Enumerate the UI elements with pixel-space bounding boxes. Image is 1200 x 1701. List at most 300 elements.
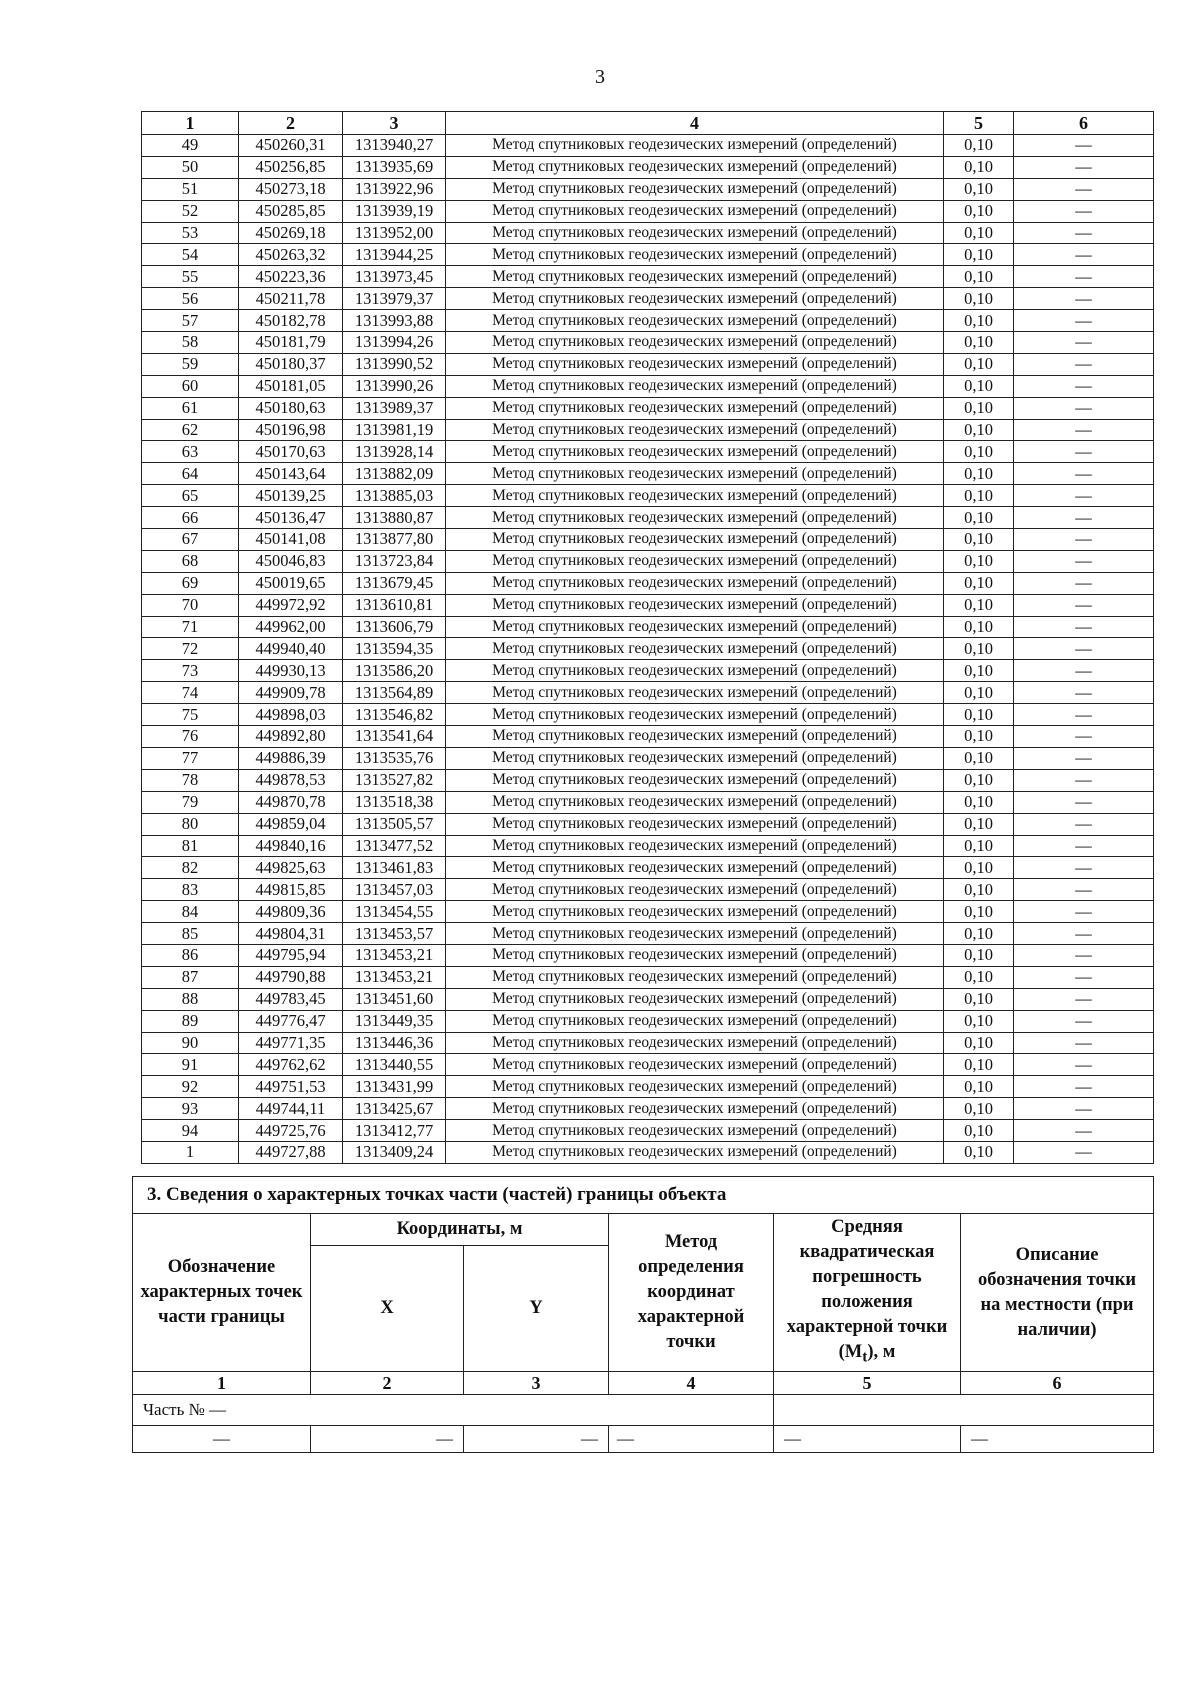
- method: Метод спутниковых геодезических измерений (определений): [446, 288, 944, 310]
- description: —: [1014, 135, 1154, 157]
- description: —: [1014, 288, 1154, 310]
- coord-y: 1313994,26: [343, 332, 446, 354]
- coord-x: 449886,39: [239, 747, 343, 769]
- table-row: [142, 178, 1154, 200]
- coord-x: 449804,31: [239, 923, 343, 945]
- coord-y: 1313979,37: [343, 288, 446, 310]
- table-row: [142, 550, 1154, 572]
- method: Метод спутниковых геодезических измерений (определений): [446, 901, 944, 923]
- accuracy: 0,10: [944, 1141, 1014, 1163]
- point-number: 57: [142, 310, 239, 332]
- table-row: [142, 988, 1154, 1010]
- coord-y: 1313440,55: [343, 1054, 446, 1076]
- header-accuracy-text: Средняя квадратическая погрешность положения характерной точки (M: [786, 1217, 948, 1363]
- description: —: [1014, 200, 1154, 222]
- coord-y: 1313461,83: [343, 857, 446, 879]
- point-number: 49: [142, 135, 239, 157]
- accuracy: 0,10: [944, 660, 1014, 682]
- description: —: [1014, 485, 1154, 507]
- method: Метод спутниковых геодезических измерений (определений): [446, 332, 944, 354]
- point-number: 61: [142, 397, 239, 419]
- accuracy: 0,10: [944, 747, 1014, 769]
- description: —: [1014, 726, 1154, 748]
- method: Метод спутниковых геодезических измерений (определений): [446, 835, 944, 857]
- point-number: 67: [142, 529, 239, 551]
- method: Метод спутниковых геодезических измерений (определений): [446, 769, 944, 791]
- description: —: [1014, 463, 1154, 485]
- method: Метод спутниковых геодезических измерений (определений): [446, 923, 944, 945]
- point-number: 54: [142, 244, 239, 266]
- coord-y: 1313586,20: [343, 660, 446, 682]
- coord-y: 1313922,96: [343, 178, 446, 200]
- table-row: [142, 463, 1154, 485]
- table-row: [142, 944, 1154, 966]
- method: Метод спутниковых геодезических измерений (определений): [446, 572, 944, 594]
- table-row: [142, 791, 1154, 813]
- accuracy: 0,10: [944, 1076, 1014, 1098]
- description: —: [1014, 879, 1154, 901]
- coord-x: 449771,35: [239, 1032, 343, 1054]
- method: Метод спутниковых геодезических измерений (определений): [446, 178, 944, 200]
- table-row: [142, 1032, 1154, 1054]
- coord-y: 1313606,79: [343, 616, 446, 638]
- description: —: [1014, 944, 1154, 966]
- table-row: [142, 594, 1154, 616]
- coord-x: 449790,88: [239, 966, 343, 988]
- method: Метод спутниковых геодезических измерений (определений): [446, 747, 944, 769]
- point-number: 62: [142, 419, 239, 441]
- method: Метод спутниковых геодезических измерений (определений): [446, 375, 944, 397]
- coord-y: 1313990,52: [343, 353, 446, 375]
- coord-x: 449751,53: [239, 1076, 343, 1098]
- description: —: [1014, 660, 1154, 682]
- description: —: [1014, 1120, 1154, 1142]
- description: —: [1014, 507, 1154, 529]
- coord-y: 1313546,82: [343, 704, 446, 726]
- coord-y: 1313940,27: [343, 135, 446, 157]
- description: —: [1014, 375, 1154, 397]
- method: Метод спутниковых геодезических измерений (определений): [446, 1098, 944, 1120]
- method: Метод спутниковых геодезических измерений (определений): [446, 353, 944, 375]
- method: Метод спутниковых геодезических измерений (определений): [446, 988, 944, 1010]
- accuracy: 0,10: [944, 966, 1014, 988]
- method: Метод спутниковых геодезических измерений (определений): [446, 704, 944, 726]
- header-col-2: 2: [239, 112, 343, 135]
- table-row: [142, 156, 1154, 178]
- point-number: 72: [142, 638, 239, 660]
- page-number: 3: [595, 66, 605, 88]
- point-number: 77: [142, 747, 239, 769]
- coord-x: 450181,05: [239, 375, 343, 397]
- coord-y: 1313518,38: [343, 791, 446, 813]
- description: —: [1014, 769, 1154, 791]
- coord-y: 1313935,69: [343, 156, 446, 178]
- table-row: [142, 901, 1154, 923]
- method: Метод спутниковых геодезических измерений (определений): [446, 266, 944, 288]
- coord-y: 1313453,21: [343, 966, 446, 988]
- coord-y: 1313952,00: [343, 222, 446, 244]
- description: —: [1014, 791, 1154, 813]
- header-coordinates: Координаты, м: [311, 1214, 609, 1246]
- accuracy: 0,10: [944, 310, 1014, 332]
- coord-y: 1313451,60: [343, 988, 446, 1010]
- method: Метод спутниковых геодезических измерений (определений): [446, 944, 944, 966]
- point-number: 91: [142, 1054, 239, 1076]
- coord-x: 450046,83: [239, 550, 343, 572]
- table-row: [142, 726, 1154, 748]
- method: Метод спутниковых геодезических измерений (определений): [446, 419, 944, 441]
- point-number: 84: [142, 901, 239, 923]
- point-number: 89: [142, 1010, 239, 1032]
- table-row: [142, 507, 1154, 529]
- accuracy: 0,10: [944, 769, 1014, 791]
- coord-x: 450256,85: [239, 156, 343, 178]
- coord-x: 450141,08: [239, 529, 343, 551]
- coord-x: 449962,00: [239, 616, 343, 638]
- table-row: [142, 1120, 1154, 1142]
- table-row: [142, 222, 1154, 244]
- method: Метод спутниковых геодезических измерений (определений): [446, 529, 944, 551]
- coord-x: 450285,85: [239, 200, 343, 222]
- point-number: 82: [142, 857, 239, 879]
- dash-cell-6: —: [961, 1426, 1154, 1453]
- table-row: [142, 135, 1154, 157]
- description: —: [1014, 1098, 1154, 1120]
- description: —: [1014, 529, 1154, 551]
- table-row: [142, 769, 1154, 791]
- coord-x: 450170,63: [239, 441, 343, 463]
- point-number: 55: [142, 266, 239, 288]
- coord-y: 1313981,19: [343, 419, 446, 441]
- accuracy: 0,10: [944, 704, 1014, 726]
- coord-y: 1313989,37: [343, 397, 446, 419]
- coord-y: 1313928,14: [343, 441, 446, 463]
- coord-y: 1313527,82: [343, 769, 446, 791]
- coord-y: 1313610,81: [343, 594, 446, 616]
- table-row: [142, 813, 1154, 835]
- accuracy: 0,10: [944, 463, 1014, 485]
- dash-cell-3: —: [464, 1426, 609, 1453]
- accuracy: 0,10: [944, 726, 1014, 748]
- point-number: 69: [142, 572, 239, 594]
- accuracy: 0,10: [944, 135, 1014, 157]
- method: Метод спутниковых геодезических измерений (определений): [446, 791, 944, 813]
- number-col-6: 6: [961, 1372, 1154, 1395]
- table-row: [142, 1098, 1154, 1120]
- coord-y: 1313453,21: [343, 944, 446, 966]
- accuracy: 0,10: [944, 178, 1014, 200]
- table-row: [142, 616, 1154, 638]
- accuracy: 0,10: [944, 1032, 1014, 1054]
- method: Метод спутниковых геодезических измерений (определений): [446, 682, 944, 704]
- method: Метод спутниковых геодезических измерений (определений): [446, 1076, 944, 1098]
- dash-cell-1: —: [133, 1426, 311, 1453]
- point-number: 56: [142, 288, 239, 310]
- accuracy: 0,10: [944, 682, 1014, 704]
- header-col-1: 1: [142, 112, 239, 135]
- header-description: Описание обозначения точки на местности (при наличии): [961, 1214, 1154, 1372]
- coord-x: 449859,04: [239, 813, 343, 835]
- header-col-5: 5: [944, 112, 1014, 135]
- point-number: 60: [142, 375, 239, 397]
- table-row: [142, 485, 1154, 507]
- table-row: [142, 747, 1154, 769]
- coord-y: 1313505,57: [343, 813, 446, 835]
- point-number: 1: [142, 1141, 239, 1163]
- point-number: 78: [142, 769, 239, 791]
- point-number: 52: [142, 200, 239, 222]
- coord-y: 1313882,09: [343, 463, 446, 485]
- accuracy: 0,10: [944, 616, 1014, 638]
- coord-x: 449783,45: [239, 988, 343, 1010]
- point-number: 66: [142, 507, 239, 529]
- point-number: 74: [142, 682, 239, 704]
- method: Метод спутниковых геодезических измерений (определений): [446, 200, 944, 222]
- description: —: [1014, 266, 1154, 288]
- table-row: [142, 332, 1154, 354]
- point-number: 80: [142, 813, 239, 835]
- point-number: 73: [142, 660, 239, 682]
- coord-x: 450143,64: [239, 463, 343, 485]
- description: —: [1014, 1010, 1154, 1032]
- method: Метод спутниковых геодезических измерений (определений): [446, 879, 944, 901]
- description: —: [1014, 966, 1154, 988]
- description: —: [1014, 310, 1154, 332]
- description: —: [1014, 156, 1154, 178]
- coord-x: 450273,18: [239, 178, 343, 200]
- coord-x: 450181,79: [239, 332, 343, 354]
- coord-x: 449744,11: [239, 1098, 343, 1120]
- description: —: [1014, 419, 1154, 441]
- method: Метод спутниковых геодезических измерений (определений): [446, 1120, 944, 1142]
- description: —: [1014, 572, 1154, 594]
- method: Метод спутниковых геодезических измерений (определений): [446, 463, 944, 485]
- table-row: [142, 200, 1154, 222]
- coord-y: 1313885,03: [343, 485, 446, 507]
- table-body: [142, 135, 1154, 1164]
- accuracy: 0,10: [944, 288, 1014, 310]
- accuracy: 0,10: [944, 857, 1014, 879]
- table-row: [142, 310, 1154, 332]
- coord-y: 1313457,03: [343, 879, 446, 901]
- accuracy: 0,10: [944, 988, 1014, 1010]
- description: —: [1014, 1054, 1154, 1076]
- accuracy: 0,10: [944, 419, 1014, 441]
- accuracy: 0,10: [944, 594, 1014, 616]
- accuracy: 0,10: [944, 923, 1014, 945]
- point-number: 68: [142, 550, 239, 572]
- method: Метод спутниковых геодезических измерений (определений): [446, 857, 944, 879]
- accuracy: 0,10: [944, 879, 1014, 901]
- description: —: [1014, 813, 1154, 835]
- description: —: [1014, 397, 1154, 419]
- header-x: X: [311, 1246, 464, 1372]
- method: Метод спутниковых геодезических измерений (определений): [446, 1032, 944, 1054]
- coord-y: 1313431,99: [343, 1076, 446, 1098]
- header-accuracy-unit: ), м: [867, 1342, 896, 1363]
- coord-x: 450180,63: [239, 397, 343, 419]
- description: —: [1014, 988, 1154, 1010]
- coord-x: 449776,47: [239, 1010, 343, 1032]
- method: Метод спутниковых геодезических измерений (определений): [446, 726, 944, 748]
- coord-y: 1313564,89: [343, 682, 446, 704]
- method: Метод спутниковых геодезических измерений (определений): [446, 660, 944, 682]
- description: —: [1014, 923, 1154, 945]
- coord-x: 449898,03: [239, 704, 343, 726]
- coord-y: 1313453,57: [343, 923, 446, 945]
- table-row: [142, 660, 1154, 682]
- description: —: [1014, 1032, 1154, 1054]
- coord-x: 449809,36: [239, 901, 343, 923]
- accuracy: 0,10: [944, 901, 1014, 923]
- coord-y: 1313412,77: [343, 1120, 446, 1142]
- point-number: 81: [142, 835, 239, 857]
- accuracy: 0,10: [944, 813, 1014, 835]
- coord-y: 1313541,64: [343, 726, 446, 748]
- description: —: [1014, 1076, 1154, 1098]
- coord-y: 1313477,52: [343, 835, 446, 857]
- coord-x: 450263,32: [239, 244, 343, 266]
- accuracy: 0,10: [944, 353, 1014, 375]
- coord-y: 1313454,55: [343, 901, 446, 923]
- header-col-3: 3: [343, 112, 446, 135]
- accuracy: 0,10: [944, 1098, 1014, 1120]
- coord-x: 450223,36: [239, 266, 343, 288]
- description: —: [1014, 857, 1154, 879]
- table-row: [142, 244, 1154, 266]
- dash-cell-5: —: [774, 1426, 961, 1453]
- table-row: [142, 835, 1154, 857]
- header-col-4: 4: [446, 112, 944, 135]
- method: Метод спутниковых геодезических измерений (определений): [446, 397, 944, 419]
- description: —: [1014, 332, 1154, 354]
- number-col-2: 2: [311, 1372, 464, 1395]
- table-row: [142, 441, 1154, 463]
- accuracy: 0,10: [944, 222, 1014, 244]
- coord-y: 1313409,24: [343, 1141, 446, 1163]
- accuracy: 0,10: [944, 529, 1014, 551]
- coord-x: 449762,62: [239, 1054, 343, 1076]
- method: Метод спутниковых геодезических измерений (определений): [446, 156, 944, 178]
- point-number: 79: [142, 791, 239, 813]
- number-col-4: 4: [609, 1372, 774, 1395]
- coord-x: 450260,31: [239, 135, 343, 157]
- accuracy: 0,10: [944, 638, 1014, 660]
- accuracy: 0,10: [944, 156, 1014, 178]
- point-number: 65: [142, 485, 239, 507]
- description: —: [1014, 550, 1154, 572]
- point-number: 50: [142, 156, 239, 178]
- coord-x: 449825,63: [239, 857, 343, 879]
- table-row: [142, 419, 1154, 441]
- header-y: Y: [464, 1246, 609, 1372]
- point-number: 63: [142, 441, 239, 463]
- method: Метод спутниковых геодезических измерений (определений): [446, 594, 944, 616]
- coord-y: 1313535,76: [343, 747, 446, 769]
- table-row: [142, 923, 1154, 945]
- coord-y: 1313449,35: [343, 1010, 446, 1032]
- point-number: 53: [142, 222, 239, 244]
- accuracy: 0,10: [944, 441, 1014, 463]
- table-row: [142, 1010, 1154, 1032]
- coord-x: 449972,92: [239, 594, 343, 616]
- coord-x: 449909,78: [239, 682, 343, 704]
- method: Метод спутниковых геодезических измерений (определений): [446, 616, 944, 638]
- coord-y: 1313877,80: [343, 529, 446, 551]
- coord-x: 449878,53: [239, 769, 343, 791]
- coord-y: 1313990,26: [343, 375, 446, 397]
- header-accuracy: [774, 1214, 961, 1372]
- method: Метод спутниковых геодезических измерений (определений): [446, 222, 944, 244]
- method: Метод спутниковых геодезических измерений (определений): [446, 507, 944, 529]
- accuracy: 0,10: [944, 507, 1014, 529]
- coord-x: 450182,78: [239, 310, 343, 332]
- accuracy: 0,10: [944, 944, 1014, 966]
- description: —: [1014, 222, 1154, 244]
- coord-x: 450180,37: [239, 353, 343, 375]
- coord-y: 1313425,67: [343, 1098, 446, 1120]
- method: Метод спутниковых геодезических измерений (определений): [446, 1141, 944, 1163]
- accuracy: 0,10: [944, 550, 1014, 572]
- point-number: 64: [142, 463, 239, 485]
- point-number: 94: [142, 1120, 239, 1142]
- accuracy: 0,10: [944, 200, 1014, 222]
- number-col-1: 1: [133, 1372, 311, 1395]
- table-row: [142, 529, 1154, 551]
- coord-x: 449727,88: [239, 1141, 343, 1163]
- coord-x: 449940,40: [239, 638, 343, 660]
- table-row: [142, 397, 1154, 419]
- point-number: 51: [142, 178, 239, 200]
- point-number: 59: [142, 353, 239, 375]
- coord-x: 450269,18: [239, 222, 343, 244]
- method: Метод спутниковых геодезических измерений (определений): [446, 813, 944, 835]
- table-row: [142, 1054, 1154, 1076]
- accuracy: 0,10: [944, 835, 1014, 857]
- coord-y: 1313446,36: [343, 1032, 446, 1054]
- coord-x: 450139,25: [239, 485, 343, 507]
- table-row: [142, 879, 1154, 901]
- part-label-empty: [774, 1395, 1154, 1426]
- accuracy: 0,10: [944, 791, 1014, 813]
- table-row: [142, 966, 1154, 988]
- method: Метод спутниковых геодезических измерений (определений): [446, 1010, 944, 1032]
- method: Метод спутниковых геодезических измерений (определений): [446, 135, 944, 157]
- accuracy: 0,10: [944, 1054, 1014, 1076]
- coord-x: 450196,98: [239, 419, 343, 441]
- table-row: [142, 682, 1154, 704]
- dash-cell-2: —: [311, 1426, 464, 1453]
- point-number: 70: [142, 594, 239, 616]
- accuracy: 0,10: [944, 572, 1014, 594]
- coord-y: 1313723,84: [343, 550, 446, 572]
- coord-y: 1313939,19: [343, 200, 446, 222]
- coord-x: 449795,94: [239, 944, 343, 966]
- part-label: Часть № —: [133, 1395, 774, 1426]
- coord-x: 449892,80: [239, 726, 343, 748]
- point-number: 93: [142, 1098, 239, 1120]
- accuracy: 0,10: [944, 1120, 1014, 1142]
- table-row: [142, 353, 1154, 375]
- accuracy: 0,10: [944, 332, 1014, 354]
- table-row: [142, 1076, 1154, 1098]
- number-col-5: 5: [774, 1372, 961, 1395]
- point-number: 76: [142, 726, 239, 748]
- section3-table: [132, 1176, 1154, 1453]
- table-row: [142, 1141, 1154, 1163]
- coord-x: 449840,16: [239, 835, 343, 857]
- boundary-points-table: [141, 111, 1154, 1164]
